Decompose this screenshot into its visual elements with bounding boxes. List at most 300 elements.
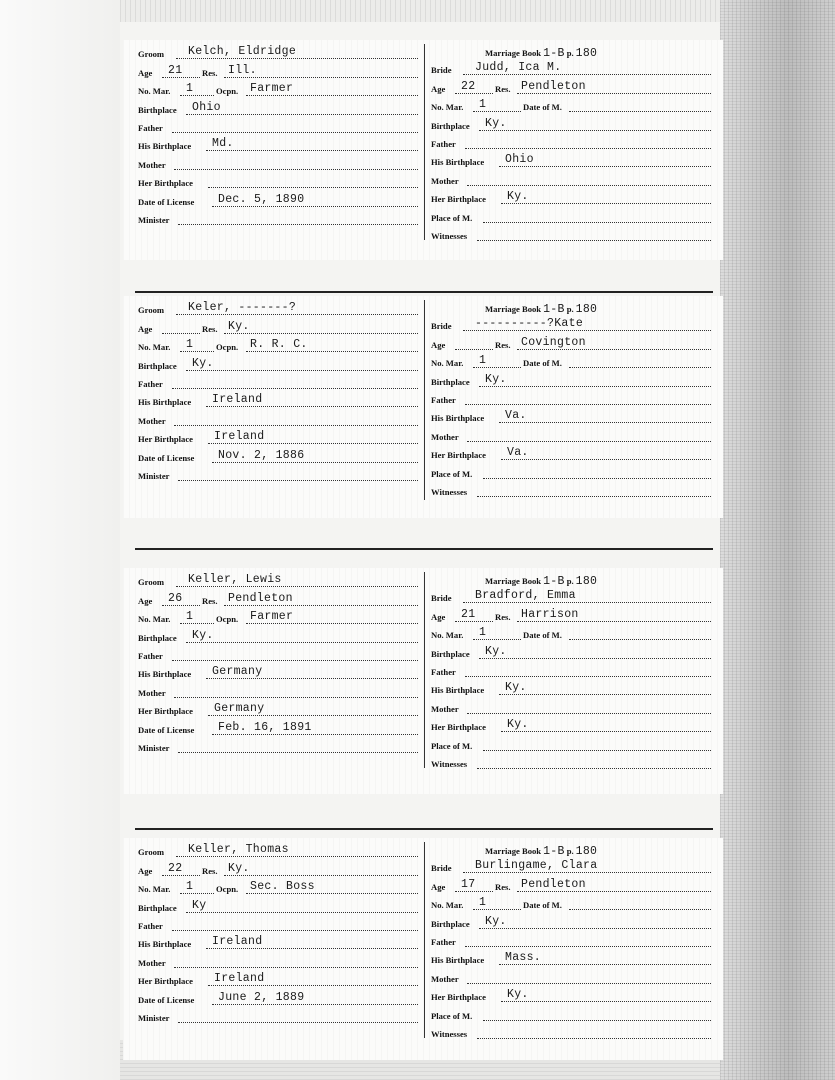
bride-res-underline xyxy=(517,349,711,350)
bride-res-label: Res. xyxy=(495,881,511,892)
bride-res-value: Covington xyxy=(521,335,586,349)
groom-ocpn-underline xyxy=(246,95,418,96)
groom-her_birthplace-value: Ireland xyxy=(214,972,265,986)
bride-age-underline xyxy=(455,891,493,892)
bride-no_mar-label: No. Mar. xyxy=(431,358,464,369)
groom-father-underline xyxy=(172,660,418,661)
bride-row-mother xyxy=(431,698,711,716)
groom-ocpn-label: Ocpn. xyxy=(216,86,239,97)
groom-ocpn-label: Ocpn. xyxy=(216,342,239,353)
bride-row-name xyxy=(431,588,711,606)
bride-age-label: Age xyxy=(431,611,446,622)
marriage-book-reference xyxy=(485,299,599,317)
groom-row-birthplace xyxy=(138,627,418,645)
groom-birthplace-underline xyxy=(186,370,418,371)
bride-his_birthplace-label: His Birthplace xyxy=(431,157,485,168)
bride-name-underline xyxy=(463,602,711,603)
marriage-book-value: 1-B xyxy=(543,47,565,60)
groom-minister-label: Minister xyxy=(138,214,170,225)
groom-her_birthplace-label: Her Birthplace xyxy=(138,706,193,717)
groom-mother-underline xyxy=(174,967,418,968)
bride-no_mar-value: 1 xyxy=(479,896,487,910)
bride-witnesses-label: Witnesses xyxy=(431,758,468,769)
groom-date_of_license-underline xyxy=(212,206,418,207)
bride-res-underline xyxy=(517,621,711,622)
bride-his_birthplace-underline xyxy=(499,422,711,423)
marriage-book-reference xyxy=(485,571,599,589)
bride-date_of_m-label: Date of M. xyxy=(523,358,562,369)
bride-birthplace-label: Birthplace xyxy=(431,120,470,131)
record-separator-line xyxy=(135,291,713,293)
groom-row-his_birthplace xyxy=(138,664,418,682)
groom-name-underline xyxy=(176,314,418,315)
bride-age-underline xyxy=(455,349,493,350)
groom-row-mother xyxy=(138,154,418,172)
bride-res-label: Res. xyxy=(495,611,511,622)
bride-place_of_m-underline xyxy=(483,1020,711,1021)
bride-age-underline xyxy=(455,93,493,94)
bride-row-birthplace xyxy=(431,643,711,661)
bride-row-birthplace xyxy=(431,371,711,389)
groom-row-his_birthplace xyxy=(138,392,418,410)
bride-his_birthplace-value: Va. xyxy=(505,409,527,423)
bride-row-father xyxy=(431,932,711,950)
bride-name-underline xyxy=(463,872,711,873)
groom-res-underline xyxy=(224,605,418,606)
groom-no_mar-label: No. Mar. xyxy=(138,86,171,97)
groom-date_of_license-value: Dec. 5, 1890 xyxy=(218,192,305,206)
bride-row-his_birthplace xyxy=(431,680,711,698)
column-divider xyxy=(424,572,425,768)
groom-birthplace-value: Ky xyxy=(192,898,207,912)
groom-row-date_of_license xyxy=(138,191,418,209)
marriage-book-reference xyxy=(485,841,599,859)
bride-mother-underline xyxy=(467,185,711,186)
groom-mother-underline xyxy=(174,425,418,426)
bride-date_of_m-label: Date of M. xyxy=(523,900,562,911)
groom-birthplace-underline xyxy=(186,114,418,115)
groom-row-father xyxy=(138,916,418,934)
groom-father-label: Father xyxy=(138,122,163,133)
bride-witnesses-underline xyxy=(477,768,711,769)
bride-place_of_m-underline xyxy=(483,478,711,479)
groom-his_birthplace-underline xyxy=(206,678,418,679)
groom-no_mar-label: No. Mar. xyxy=(138,884,171,895)
bride-her_birthplace-label: Her Birthplace xyxy=(431,992,486,1003)
bride-his_birthplace-label: His Birthplace xyxy=(431,685,485,696)
groom-birthplace-label: Birthplace xyxy=(138,360,177,371)
bride-row-age xyxy=(431,606,711,624)
groom-res-underline xyxy=(224,333,418,334)
bride-mother-underline xyxy=(467,441,711,442)
groom-column xyxy=(138,842,418,1026)
groom-minister-underline xyxy=(178,752,418,753)
groom-his_birthplace-underline xyxy=(206,406,418,407)
groom-ocpn-label: Ocpn. xyxy=(216,884,239,895)
marriage-book-value: 1-B xyxy=(543,575,565,588)
groom-date_of_license-underline xyxy=(212,1004,418,1005)
groom-minister-underline xyxy=(178,480,418,481)
groom-no_mar-value: 1 xyxy=(186,338,194,352)
bride-his_birthplace-underline xyxy=(499,964,711,965)
bride-age-value: 17 xyxy=(461,877,476,891)
bride-her_birthplace-underline xyxy=(501,459,711,460)
bride-her_birthplace-value: Va. xyxy=(507,446,529,460)
groom-row-no_mar xyxy=(138,81,418,99)
bride-date_of_m-label: Date of M. xyxy=(523,102,562,113)
groom-age-label: Age xyxy=(138,865,153,876)
bride-his_birthplace-underline xyxy=(499,694,711,695)
groom-no_mar-value: 1 xyxy=(186,880,194,894)
groom-age-label: Age xyxy=(138,323,153,334)
groom-date_of_license-label: Date of License xyxy=(138,994,195,1005)
bride-row-mother xyxy=(431,426,711,444)
groom-row-date_of_license xyxy=(138,719,418,737)
bride-his_birthplace-label: His Birthplace xyxy=(431,413,485,424)
groom-row-mother xyxy=(138,952,418,970)
bride-row-father xyxy=(431,662,711,680)
bride-row-no_mar xyxy=(431,625,711,643)
groom-row-no_mar xyxy=(138,337,418,355)
bride-no_mar-underline xyxy=(473,111,521,112)
bride-name-value: Bradford, Emma xyxy=(475,589,576,603)
groom-his_birthplace-value: Ireland xyxy=(212,935,263,949)
bride-res-value: Harrison xyxy=(521,607,579,621)
groom-her_birthplace-value: Ireland xyxy=(214,430,265,444)
bride-date_of_m-underline xyxy=(569,639,711,640)
bride-her_birthplace-underline xyxy=(501,203,711,204)
groom-his_birthplace-underline xyxy=(206,150,418,151)
groom-name-value: Keller, Lewis xyxy=(188,573,282,587)
groom-age-label: Age xyxy=(138,595,153,606)
bride-birthplace-label: Birthplace xyxy=(431,376,470,387)
groom-ocpn-value: R. R. C. xyxy=(250,338,308,352)
bride-her_birthplace-label: Her Birthplace xyxy=(431,194,486,205)
bride-her_birthplace-underline xyxy=(501,1001,711,1002)
record-separator-line xyxy=(135,828,713,830)
groom-birthplace-value: Ky. xyxy=(192,356,214,370)
groom-row-minister xyxy=(138,466,418,484)
page-value: 180 xyxy=(575,303,598,316)
groom-mother-underline xyxy=(174,697,418,698)
bride-her_birthplace-value: Ky. xyxy=(507,190,529,204)
groom-name-underline xyxy=(176,586,418,587)
groom-birthplace-value: Ohio xyxy=(192,100,221,114)
groom-birthplace-label: Birthplace xyxy=(138,632,177,643)
groom-age-label: Age xyxy=(138,67,153,78)
groom-birthplace-label: Birthplace xyxy=(138,902,177,913)
bride-place_of_m-label: Place of M. xyxy=(431,740,473,751)
bride-age-value: 22 xyxy=(461,79,476,93)
bride-date_of_m-underline xyxy=(569,909,711,910)
groom-father-label: Father xyxy=(138,920,163,931)
groom-his_birthplace-label: His Birthplace xyxy=(138,669,192,680)
bride-father-underline xyxy=(465,946,711,947)
groom-name-underline xyxy=(176,58,418,59)
bride-father-label: Father xyxy=(431,394,456,405)
groom-her_birthplace-underline xyxy=(208,187,418,188)
bride-age-label: Age xyxy=(431,83,446,94)
bride-res-underline xyxy=(517,891,711,892)
bride-father-label: Father xyxy=(431,666,456,677)
groom-date_of_license-label: Date of License xyxy=(138,196,195,207)
page-label: p. xyxy=(566,48,574,58)
bride-name-underline xyxy=(463,330,711,331)
bride-mother-underline xyxy=(467,713,711,714)
groom-row-name xyxy=(138,44,418,62)
groom-birthplace-value: Ky. xyxy=(192,628,214,642)
page-value: 180 xyxy=(575,575,598,588)
bride-birthplace-underline xyxy=(479,130,711,131)
bride-witnesses-underline xyxy=(477,496,711,497)
groom-row-his_birthplace xyxy=(138,136,418,154)
groom-res-label: Res. xyxy=(202,595,218,606)
groom-row-age xyxy=(138,860,418,878)
bride-birthplace-label: Birthplace xyxy=(431,918,470,929)
groom-her_birthplace-underline xyxy=(208,715,418,716)
groom-her_birthplace-underline xyxy=(208,443,418,444)
groom-res-underline xyxy=(224,77,418,78)
page-value: 180 xyxy=(575,47,598,60)
bride-row-place_of_m xyxy=(431,1005,711,1023)
groom-res-value: Ill. xyxy=(228,63,257,77)
bride-his_birthplace-value: Ohio xyxy=(505,153,534,167)
groom-column xyxy=(138,300,418,484)
bride-row-witnesses xyxy=(431,226,711,244)
bride-row-place_of_m xyxy=(431,463,711,481)
bride-row-name xyxy=(431,858,711,876)
groom-age-underline xyxy=(162,77,200,78)
column-divider xyxy=(424,44,425,240)
bride-row-her_birthplace xyxy=(431,445,711,463)
groom-mother-label: Mother xyxy=(138,957,166,968)
groom-name-label: Groom xyxy=(138,577,165,588)
groom-row-name xyxy=(138,842,418,860)
groom-father-label: Father xyxy=(138,650,163,661)
bride-res-label: Res. xyxy=(495,83,511,94)
groom-row-her_birthplace xyxy=(138,701,418,719)
bride-place_of_m-underline xyxy=(483,222,711,223)
groom-age-value: 22 xyxy=(168,861,183,875)
groom-row-age xyxy=(138,62,418,80)
groom-age-underline xyxy=(162,333,200,334)
groom-res-value: Pendleton xyxy=(228,591,293,605)
groom-row-name xyxy=(138,300,418,318)
groom-his_birthplace-label: His Birthplace xyxy=(138,141,192,152)
marriage-book-value: 1-B xyxy=(543,303,565,316)
groom-no_mar-underline xyxy=(180,95,214,96)
groom-row-no_mar xyxy=(138,609,418,627)
groom-row-father xyxy=(138,646,418,664)
groom-minister-underline xyxy=(178,224,418,225)
bride-place_of_m-label: Place of M. xyxy=(431,1010,473,1021)
bride-age-value: 21 xyxy=(461,607,476,621)
groom-res-value: Ky. xyxy=(228,861,250,875)
groom-birthplace-underline xyxy=(186,912,418,913)
bride-his_birthplace-underline xyxy=(499,166,711,167)
groom-minister-label: Minister xyxy=(138,1012,170,1023)
groom-name-value: Keler, -------? xyxy=(188,301,297,315)
bride-birthplace-label: Birthplace xyxy=(431,648,470,659)
groom-father-underline xyxy=(172,388,418,389)
groom-name-value: Keller, Thomas xyxy=(188,843,289,857)
bride-no_mar-underline xyxy=(473,909,521,910)
bride-row-her_birthplace xyxy=(431,717,711,735)
marriage-book-label: Marriage Book xyxy=(485,48,542,58)
bride-date_of_m-label: Date of M. xyxy=(523,630,562,641)
groom-no_mar-label: No. Mar. xyxy=(138,614,171,625)
marriage-book-label: Marriage Book xyxy=(485,846,542,856)
groom-row-birthplace xyxy=(138,99,418,117)
groom-minister-underline xyxy=(178,1022,418,1023)
groom-res-label: Res. xyxy=(202,323,218,334)
marriage-book-value: 1-B xyxy=(543,845,565,858)
groom-no_mar-value: 1 xyxy=(186,610,194,624)
groom-his_birthplace-underline xyxy=(206,948,418,949)
groom-row-birthplace xyxy=(138,897,418,915)
bride-mother-label: Mother xyxy=(431,431,459,442)
groom-father-underline xyxy=(172,132,418,133)
groom-her_birthplace-label: Her Birthplace xyxy=(138,434,193,445)
groom-res-label: Res. xyxy=(202,865,218,876)
bride-name-label: Bride xyxy=(431,65,452,76)
bride-age-label: Age xyxy=(431,339,446,350)
bride-place_of_m-label: Place of M. xyxy=(431,212,473,223)
groom-ocpn-value: Farmer xyxy=(250,610,294,624)
groom-age-underline xyxy=(162,605,200,606)
bride-his_birthplace-label: His Birthplace xyxy=(431,955,485,966)
groom-name-value: Kelch, Eldridge xyxy=(188,45,297,59)
groom-res-value: Ky. xyxy=(228,319,250,333)
bride-father-underline xyxy=(465,148,711,149)
groom-row-minister xyxy=(138,738,418,756)
page-label: p. xyxy=(566,576,574,586)
groom-minister-label: Minister xyxy=(138,742,170,753)
bride-her_birthplace-underline xyxy=(501,731,711,732)
marriage-book-label: Marriage Book xyxy=(485,304,542,314)
groom-row-no_mar xyxy=(138,879,418,897)
bride-column xyxy=(431,858,711,1042)
bride-row-her_birthplace xyxy=(431,189,711,207)
bride-place_of_m-underline xyxy=(483,750,711,751)
bride-row-place_of_m xyxy=(431,207,711,225)
bride-witnesses-label: Witnesses xyxy=(431,230,468,241)
bride-row-mother xyxy=(431,968,711,986)
groom-ocpn-underline xyxy=(246,351,418,352)
bride-birthplace-underline xyxy=(479,928,711,929)
bride-name-value: Burlingame, Clara xyxy=(475,859,598,873)
bride-row-birthplace xyxy=(431,913,711,931)
bride-witnesses-underline xyxy=(477,240,711,241)
bride-his_birthplace-value: Ky. xyxy=(505,681,527,695)
groom-row-date_of_license xyxy=(138,447,418,465)
groom-name-label: Groom xyxy=(138,305,165,316)
groom-no_mar-underline xyxy=(180,623,214,624)
groom-name-label: Groom xyxy=(138,847,165,858)
groom-name-label: Groom xyxy=(138,49,165,60)
bride-row-mother xyxy=(431,170,711,188)
groom-minister-label: Minister xyxy=(138,470,170,481)
bride-her_birthplace-value: Ky. xyxy=(507,718,529,732)
bride-age-label: Age xyxy=(431,881,446,892)
groom-ocpn-value: Sec. Boss xyxy=(250,880,315,894)
groom-row-her_birthplace xyxy=(138,173,418,191)
groom-no_mar-underline xyxy=(180,893,214,894)
groom-column xyxy=(138,44,418,228)
groom-res-underline xyxy=(224,875,418,876)
page-label: p. xyxy=(566,304,574,314)
bride-birthplace-value: Ky. xyxy=(485,914,507,928)
groom-her_birthplace-underline xyxy=(208,985,418,986)
bride-mother-label: Mother xyxy=(431,175,459,186)
groom-no_mar-label: No. Mar. xyxy=(138,342,171,353)
bride-res-label: Res. xyxy=(495,339,511,350)
groom-age-value: 21 xyxy=(168,63,183,77)
groom-row-minister xyxy=(138,1008,418,1026)
groom-no_mar-underline xyxy=(180,351,214,352)
bride-row-witnesses xyxy=(431,754,711,772)
bride-date_of_m-underline xyxy=(569,367,711,368)
bride-row-witnesses xyxy=(431,482,711,500)
bride-birthplace-value: Ky. xyxy=(485,116,507,130)
bride-name-value: ----------?Kate xyxy=(475,317,584,331)
groom-date_of_license-underline xyxy=(212,734,418,735)
groom-mother-label: Mother xyxy=(138,159,166,170)
groom-row-father xyxy=(138,118,418,136)
bride-mother-underline xyxy=(467,983,711,984)
groom-date_of_license-label: Date of License xyxy=(138,724,195,735)
groom-birthplace-underline xyxy=(186,642,418,643)
bride-row-father xyxy=(431,134,711,152)
column-divider xyxy=(424,842,425,1038)
groom-no_mar-value: 1 xyxy=(186,82,194,96)
groom-row-her_birthplace xyxy=(138,971,418,989)
bride-name-label: Bride xyxy=(431,321,452,332)
bride-no_mar-underline xyxy=(473,367,521,368)
groom-mother-label: Mother xyxy=(138,415,166,426)
groom-ocpn-value: Farmer xyxy=(250,82,294,96)
bride-row-age xyxy=(431,334,711,352)
bride-row-no_mar xyxy=(431,895,711,913)
groom-row-minister xyxy=(138,210,418,228)
groom-row-his_birthplace xyxy=(138,934,418,952)
record-separator-line xyxy=(135,548,713,550)
groom-row-mother xyxy=(138,410,418,428)
groom-column xyxy=(138,572,418,756)
groom-mother-label: Mother xyxy=(138,687,166,698)
bride-no_mar-value: 1 xyxy=(479,354,487,368)
bride-no_mar-underline xyxy=(473,639,521,640)
scan-margin-left xyxy=(0,0,120,1080)
bride-father-underline xyxy=(465,676,711,677)
bride-name-label: Bride xyxy=(431,863,452,874)
groom-row-name xyxy=(138,572,418,590)
column-divider xyxy=(424,300,425,500)
bride-row-no_mar xyxy=(431,97,711,115)
bride-father-underline xyxy=(465,404,711,405)
bride-row-witnesses xyxy=(431,1024,711,1042)
bride-his_birthplace-value: Mass. xyxy=(505,951,542,965)
groom-row-mother xyxy=(138,682,418,700)
bride-witnesses-label: Witnesses xyxy=(431,486,468,497)
bride-her_birthplace-value: Ky. xyxy=(507,988,529,1002)
page-label: p. xyxy=(566,846,574,856)
groom-row-date_of_license xyxy=(138,989,418,1007)
bride-her_birthplace-label: Her Birthplace xyxy=(431,450,486,461)
groom-age-value: 26 xyxy=(168,591,183,605)
bride-mother-label: Mother xyxy=(431,973,459,984)
bride-mother-label: Mother xyxy=(431,703,459,714)
